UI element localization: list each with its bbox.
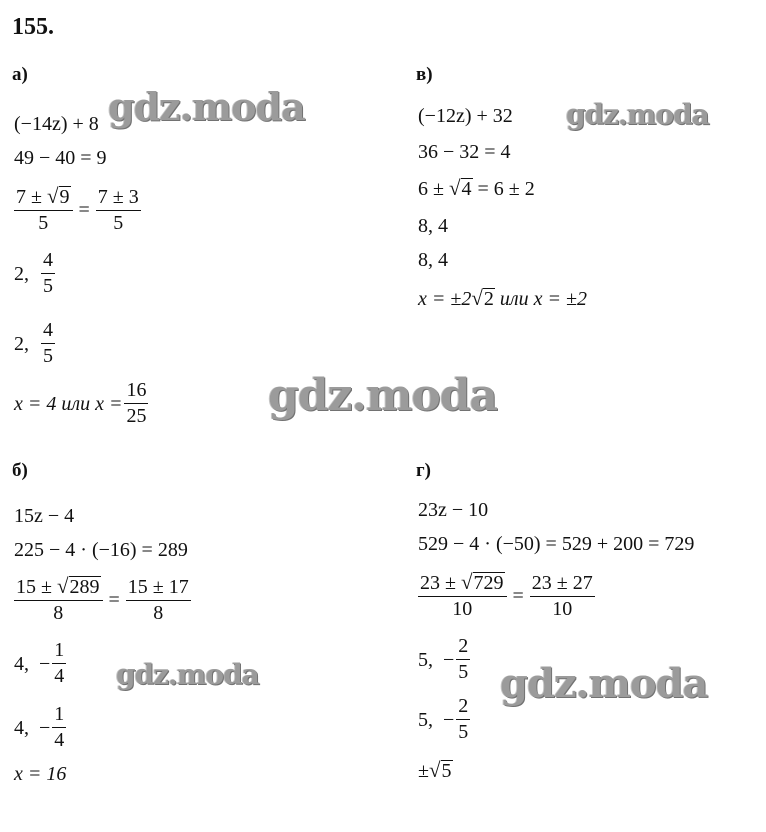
fraction: $\frac{23 \pm 27}{10}$ (531, 571, 593, 620)
part-a-line-6: x = 4 или x = $\frac{16}{25}$ (14, 379, 147, 427)
part-b-line-3: 15 ± √ 289 8 = $\frac{15 \pm 17}{8}$ (16, 574, 189, 624)
part-v-line-3: 6 ± √ 4 = 6 ± 2 (418, 176, 535, 200)
fraction: 15 ± √ 289 8 (14, 576, 103, 624)
sqrt: √ 5 (428, 758, 452, 782)
fraction: $\frac{4}{5}$ (43, 249, 53, 297)
watermark: gdz.moda (108, 84, 305, 129)
fraction: 7 ± √ 9 5 (14, 186, 73, 234)
sqrt: √ 4 (448, 176, 472, 200)
part-a-line-1: (−14z) + 8 (14, 113, 99, 135)
fraction: $\frac{7 \pm 3}{5}$ (97, 185, 139, 234)
part-b-label: б) (12, 460, 28, 481)
fraction: $\frac{15 \pm 17}{8}$ (127, 575, 189, 624)
part-b-line-2: 225 − 4 · (−16) = 289 (14, 539, 188, 561)
sqrt: √ 289 (56, 574, 100, 598)
part-g-line-4: 5, − $\frac{2}{5}$ (418, 635, 469, 683)
fraction: $\frac{4}{5}$ (43, 319, 53, 367)
watermark: gdz.moda (500, 660, 708, 707)
part-g-line-5: 5, − $\frac{2}{5}$ (418, 695, 469, 743)
part-a-line-3: 7 ± √ 9 5 = $\frac{7 \pm 3}{5}$ (16, 184, 139, 234)
part-v-line-5: 8, 4 (418, 249, 448, 271)
part-a-label: а) (12, 64, 28, 85)
sqrt: √ 9 (46, 184, 70, 208)
part-v-line-2: 36 − 32 = 4 (418, 141, 511, 163)
fraction: $\frac{2}{5}$ (458, 695, 469, 743)
part-b-line-6: x = 16 (14, 763, 67, 785)
fraction: $\frac{2}{5}$ (458, 635, 469, 683)
part-v-label: в) (416, 64, 433, 85)
part-v-line-1: (−12z) + 32 (418, 105, 513, 127)
part-a-line-2: 49 − 40 = 9 (14, 147, 107, 169)
sqrt: √ 2 (471, 286, 494, 310)
fraction: $\frac{1}{4}$ (54, 639, 65, 687)
watermark: gdz.moda (116, 658, 259, 691)
sqrt: √ 729 (460, 570, 504, 594)
part-g-line-3: 23 ± √ 729 10 = $\frac{23 \pm 27}{10}$ (420, 570, 593, 620)
part-g-line-2: 529 − 4 · (−50) = 529 + 200 = 729 (418, 533, 695, 555)
part-v-line-6: x = ±2 √ 2 или x = ±2 (418, 286, 587, 310)
part-b-line-5: 4, − $\frac{1}{4}$ (14, 703, 65, 751)
part-g-line-6: ± √ 5 (418, 758, 452, 782)
part-a-line-5: 2, $\frac{4}{5}$ (14, 319, 53, 367)
part-g-line-1: 23z − 10 (418, 499, 489, 521)
fraction: 23 ± √ 729 10 (418, 572, 507, 620)
problem-number: 155. (12, 14, 54, 40)
fraction: $\frac{1}{4}$ (54, 703, 65, 751)
fraction: $\frac{16}{25}$ (126, 379, 147, 427)
part-a-line-4: 2, $\frac{4}{5}$ (14, 249, 53, 297)
part-g-label: г) (416, 460, 431, 481)
watermark: gdz.moda (566, 98, 709, 131)
part-b-line-4: 4, − $\frac{1}{4}$ (14, 639, 65, 687)
part-b-line-1: 15z − 4 (14, 505, 75, 527)
watermark: gdz.moda (268, 370, 498, 421)
part-v-line-4: 8, 4 (418, 215, 448, 237)
